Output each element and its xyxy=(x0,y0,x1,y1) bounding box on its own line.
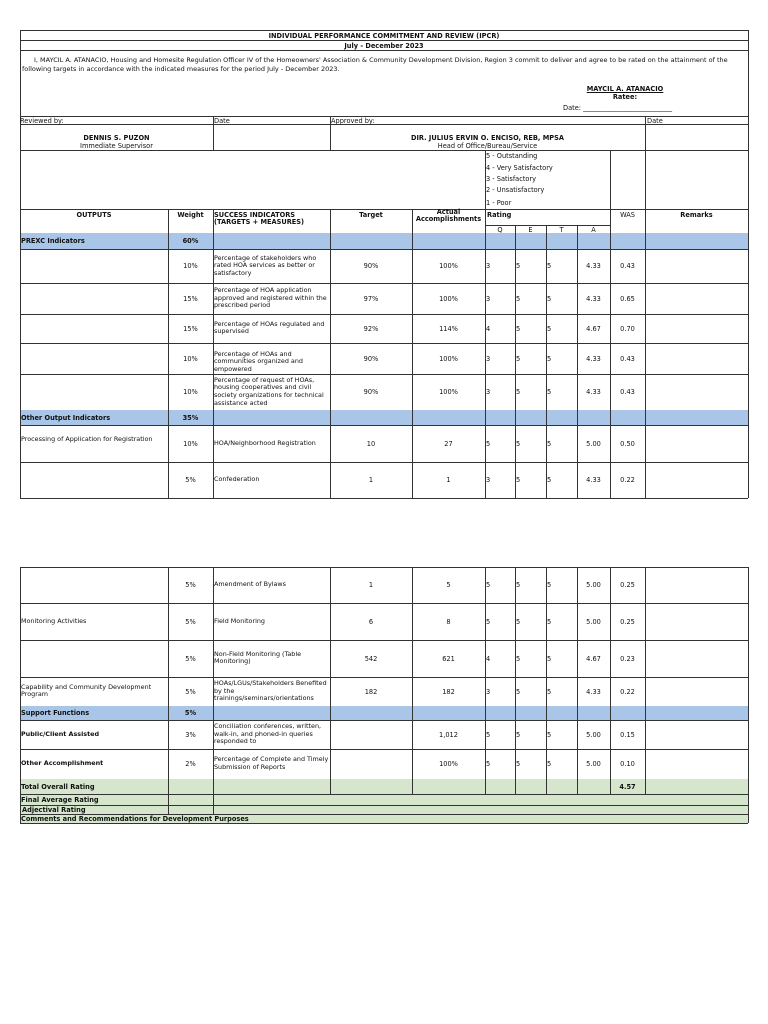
rating-q-cell: 5 xyxy=(486,581,491,589)
grid-line xyxy=(330,706,331,720)
grid-line xyxy=(20,462,748,463)
final-average-rating-label: Final Average Rating xyxy=(21,795,99,804)
rating-a-cell: 5.00 xyxy=(586,581,601,589)
date-label: Date xyxy=(647,116,663,125)
grid-line xyxy=(546,233,547,249)
rating-a-cell: 4.33 xyxy=(586,262,601,270)
rating-e-cell: 5 xyxy=(516,262,521,270)
grid-line xyxy=(645,779,646,794)
col-actual: Actual xyxy=(436,207,461,216)
was-cell: 0.25 xyxy=(620,581,635,589)
was-cell: 0.15 xyxy=(620,730,635,739)
success-indicator-cell: HOAs/LGUs/Stakeholders Benefited by the trainings/seminars/orientations xyxy=(214,679,327,703)
support-section-weight: 5% xyxy=(184,709,197,717)
weight-cell: 10% xyxy=(183,388,198,396)
rating-t-cell: 5 xyxy=(547,439,552,448)
grid-line xyxy=(645,462,646,498)
target-cell: 1 xyxy=(368,581,374,589)
was-cell: 0.25 xyxy=(620,617,635,626)
rating-q-cell: 5 xyxy=(486,617,491,626)
grid-line xyxy=(20,603,748,604)
success-indicator-cell: Percentage of HOAs and communities organized and empowered xyxy=(214,349,303,374)
weight-cell: 3% xyxy=(185,730,196,739)
grid-line xyxy=(412,779,413,794)
grid-line xyxy=(748,462,749,498)
rating-e-cell: 5 xyxy=(516,354,521,363)
target-cell: 1 xyxy=(368,476,374,484)
success-indicator-cell: Percentage of Complete and Timely Submission of Reports xyxy=(214,755,329,771)
rating-e-cell: 5 xyxy=(516,388,521,396)
success-indicator-cell: Percentage of stakeholders who rated HOA services as better or satisfactory xyxy=(214,253,317,277)
grid-line xyxy=(20,823,748,824)
success-indicator-cell: Percentage of HOAs regulated and supervised xyxy=(214,319,325,336)
rating-q-cell: 5 xyxy=(486,439,491,448)
rating-e-cell: 5 xyxy=(516,476,521,484)
grid-line xyxy=(330,720,331,749)
col-success: SUCCESS INDICATORS xyxy=(214,210,296,219)
actual-cell: 114% xyxy=(439,324,458,333)
rating-a-cell: 5.00 xyxy=(586,730,601,739)
grid-line xyxy=(515,706,516,720)
actual-cell: 100% xyxy=(439,294,458,303)
ratee-name: MAYCIL A. ATANACIO xyxy=(586,85,664,93)
grid-line xyxy=(645,425,646,462)
grid-line xyxy=(748,233,749,249)
form-title: INDIVIDUAL PERFORMANCE COMMITMENT AND REVIEW (IPCR) xyxy=(268,31,500,40)
support-section-label: Support Functions xyxy=(21,709,90,717)
grid-line xyxy=(485,779,486,794)
col-q: Q xyxy=(497,225,503,234)
grid-line xyxy=(485,410,486,425)
grid-line xyxy=(748,814,749,823)
rating-scale-item: 1 - Poor xyxy=(486,199,512,207)
actual-cell: 5 xyxy=(446,581,451,589)
was-cell: 0.43 xyxy=(620,262,635,270)
rating-t-cell: 5 xyxy=(547,760,552,768)
was-cell: 0.22 xyxy=(620,476,635,484)
col-target: Target xyxy=(359,210,383,219)
grid-line xyxy=(330,410,331,425)
grid-line xyxy=(748,749,749,779)
grid-line xyxy=(748,314,749,343)
grid-line xyxy=(330,779,331,794)
rating-t-cell: 5 xyxy=(547,730,552,739)
grid-line xyxy=(645,720,646,749)
prexc-section-label: PREXC Indicators xyxy=(21,237,85,245)
grid-line xyxy=(748,150,749,233)
grid-line xyxy=(213,410,214,425)
grid-line xyxy=(645,343,646,374)
rating-t-cell: 5 xyxy=(547,581,552,589)
actual-cell: 182 xyxy=(442,687,455,696)
form-period: July - December 2023 xyxy=(344,41,424,50)
rating-t-cell: 5 xyxy=(547,294,552,303)
grid-line xyxy=(748,249,749,283)
grid-line xyxy=(330,749,331,779)
grid-line xyxy=(645,374,646,410)
grid-line xyxy=(213,794,214,814)
success-indicator-cell: HOA/Neighborhood Registration xyxy=(214,438,316,447)
rating-a-cell: 4.67 xyxy=(586,324,601,333)
target-cell: 182 xyxy=(364,687,378,696)
grid-line xyxy=(412,410,413,425)
grid-line xyxy=(330,233,331,249)
rating-e-cell: 5 xyxy=(516,687,521,696)
grid-line xyxy=(20,425,748,426)
grid-line xyxy=(645,677,646,706)
col-outputs: OUTPUTS xyxy=(76,210,112,219)
grid-line xyxy=(748,283,749,314)
rating-scale-item: 3 - Satisfactory xyxy=(486,175,537,183)
success-indicator-cell: Confederation xyxy=(214,475,260,484)
rating-a-cell: 4.33 xyxy=(586,388,601,396)
weight-cell: 5% xyxy=(185,581,196,589)
weight-cell: 5% xyxy=(185,654,196,663)
rating-a-cell: 5.00 xyxy=(586,439,601,448)
rating-t-cell: 5 xyxy=(547,476,552,484)
grid-line xyxy=(645,640,646,677)
rating-t-cell: 5 xyxy=(547,354,552,363)
prexc-section-weight: 60% xyxy=(182,237,199,245)
weight-cell: 5% xyxy=(185,617,196,626)
grid-line xyxy=(20,343,21,374)
rating-t-cell: 5 xyxy=(547,617,552,626)
target-cell: 90% xyxy=(363,354,379,363)
ratee-label: Ratee: xyxy=(612,92,638,101)
rating-t-cell: 5 xyxy=(547,388,552,396)
rating-q-cell: 3 xyxy=(486,354,491,363)
grid-line xyxy=(20,498,748,499)
weight-cell: 5% xyxy=(185,687,196,696)
rating-t-cell: 5 xyxy=(547,324,552,333)
rating-a-cell: 4.33 xyxy=(586,354,601,363)
output-cell: Processing of Application for Registration xyxy=(21,434,153,443)
grid-line xyxy=(20,425,21,462)
grid-line xyxy=(20,462,21,498)
rating-t-cell: 5 xyxy=(547,654,552,663)
col-success: (TARGETS + MEASURES) xyxy=(214,217,305,226)
grid-line xyxy=(748,30,749,150)
grid-line xyxy=(20,640,748,641)
grid-line xyxy=(20,283,748,284)
rating-e-cell: 5 xyxy=(516,581,521,589)
was-cell: 0.65 xyxy=(620,294,635,303)
grid-line xyxy=(20,249,21,283)
was-cell: 0.22 xyxy=(620,687,635,696)
rating-e-cell: 5 xyxy=(516,294,521,303)
grid-line xyxy=(20,677,748,678)
total-overall-rating-value: 4.57 xyxy=(619,782,636,791)
grid-line xyxy=(20,343,748,344)
target-cell: 97% xyxy=(363,294,379,303)
grid-line xyxy=(20,567,748,568)
weight-cell: 10% xyxy=(183,354,198,363)
success-indicator-cell: Conciliation conferences, written, walk-in, and phoned-in queries responded to xyxy=(214,722,322,746)
grid-line xyxy=(546,706,547,720)
actual-cell: 100% xyxy=(439,760,458,768)
weight-cell: 15% xyxy=(183,324,198,333)
grid-line xyxy=(748,640,749,677)
grid-line xyxy=(515,233,516,249)
rating-a-cell: 4.33 xyxy=(586,687,601,696)
rating-q-cell: 4 xyxy=(486,324,491,333)
actual-cell: 100% xyxy=(439,354,458,363)
grid-line xyxy=(645,567,646,603)
grid-line xyxy=(748,567,749,603)
grid-line xyxy=(748,706,749,720)
rating-e-cell: 5 xyxy=(516,439,521,448)
rating-a-cell: 4.33 xyxy=(586,476,601,484)
other-output-section-label: Other Output Indicators xyxy=(21,413,111,422)
weight-cell: 2% xyxy=(185,760,196,768)
grid-line xyxy=(748,677,749,706)
col-e: E xyxy=(528,225,533,234)
rating-scale-item: 4 - Very Satisfactory xyxy=(486,163,553,172)
grid-line xyxy=(645,410,646,425)
grid-line xyxy=(577,410,578,425)
was-cell: 0.10 xyxy=(620,760,635,768)
grid-line xyxy=(748,794,749,814)
rating-q-cell: 3 xyxy=(486,388,491,396)
grid-line xyxy=(20,249,748,250)
rating-t-cell: 5 xyxy=(547,262,552,270)
grid-line xyxy=(610,410,611,425)
target-cell: 10 xyxy=(366,439,376,448)
rating-scale-item: 5 - Outstanding xyxy=(486,152,538,160)
success-indicator-cell: Field Monitoring xyxy=(214,616,265,625)
actual-cell: 8 xyxy=(446,617,451,626)
grid-line xyxy=(20,314,21,343)
grid-line xyxy=(546,779,547,794)
grid-line xyxy=(748,603,749,640)
actual-cell: 1,012 xyxy=(439,730,458,739)
other-output-section-weight: 35% xyxy=(182,413,199,422)
actual-cell: 621 xyxy=(442,654,455,663)
rating-q-cell: 5 xyxy=(486,730,491,739)
rating-a-cell: 5.00 xyxy=(586,760,601,768)
rating-q-cell: 5 xyxy=(486,760,491,768)
col-a: A xyxy=(591,225,596,234)
success-indicator-cell: Non-Field Monitoring (Table Monitoring) xyxy=(214,649,302,666)
rating-a-cell: 4.33 xyxy=(586,294,601,303)
adjectival-rating-label: Adjectival Rating xyxy=(22,805,86,814)
grid-line xyxy=(20,50,748,51)
target-cell: 542 xyxy=(364,654,378,663)
grid-line xyxy=(645,233,646,249)
weight-cell: 10% xyxy=(183,439,198,448)
rating-q-cell: 3 xyxy=(486,476,491,484)
grid-line xyxy=(485,706,486,720)
output-cell: Monitoring Activities xyxy=(21,616,87,625)
grid-line xyxy=(645,603,646,640)
grid-line xyxy=(515,779,516,794)
grid-line xyxy=(748,343,749,374)
rating-e-cell: 5 xyxy=(516,324,521,333)
output-cell: Other Accomplishment xyxy=(21,759,104,768)
success-indicator-cell: Percentage of request of HOAs, housing cooperatives and civil society organizations for technical assistance acted xyxy=(214,375,324,407)
col-was: WAS xyxy=(620,210,635,219)
col-t: T xyxy=(559,225,564,234)
rating-scale-item: 2 - Unsatisfactory xyxy=(486,186,545,194)
grid-line xyxy=(168,779,169,794)
was-cell: 0.23 xyxy=(620,654,635,663)
actual-cell: 1 xyxy=(446,476,451,484)
grid-line xyxy=(20,283,21,314)
grid-line xyxy=(515,410,516,425)
weight-cell: 10% xyxy=(183,262,198,270)
supervisor-title: Immediate Supervisor xyxy=(80,141,153,150)
grid-line xyxy=(20,749,748,750)
col-remarks: Remarks xyxy=(680,210,713,219)
comments-label: Comments and Recommendations for Development Purposes xyxy=(21,814,249,823)
grid-line xyxy=(610,706,611,720)
grid-line xyxy=(412,233,413,249)
grid-line xyxy=(168,794,169,814)
grid-line xyxy=(610,150,611,209)
grid-line xyxy=(577,706,578,720)
rating-e-cell: 5 xyxy=(516,654,521,663)
grid-line xyxy=(577,233,578,249)
rating-t-cell: 5 xyxy=(547,687,552,696)
grid-line xyxy=(645,706,646,720)
grid-line xyxy=(20,720,748,721)
success-indicator-cell: Percentage of HOA application approved and registered within the prescribed period xyxy=(214,286,327,310)
grid-line xyxy=(20,640,21,677)
col-actual: Accomplishments xyxy=(415,215,482,223)
head-of-office-title: Head of Office/Bureau/Service xyxy=(437,141,538,150)
grid-line xyxy=(20,567,21,603)
grid-line xyxy=(412,706,413,720)
grid-line xyxy=(213,233,214,249)
weight-cell: 5% xyxy=(185,476,196,484)
rating-q-cell: 3 xyxy=(486,294,491,303)
grid-line xyxy=(20,150,748,151)
commitment-statement: I, MAYCIL A. ATANACIO, Housing and Homesite Regulation Officer IV of the Homeowners' Association & Community Development Division, Region 3 commit to deliver and agree to be rated on the attainment of the following targets in accordance with the indicated measures for the period July - December 2023. xyxy=(22,56,728,73)
actual-cell: 100% xyxy=(439,262,458,270)
actual-cell: 100% xyxy=(439,388,458,396)
rating-e-cell: 5 xyxy=(516,617,521,626)
target-cell: 6 xyxy=(368,617,374,626)
actual-cell: 27 xyxy=(444,439,453,448)
grid-line xyxy=(577,779,578,794)
col-rating: Rating xyxy=(487,210,512,219)
was-cell: 0.70 xyxy=(620,324,635,333)
grid-line xyxy=(748,720,749,749)
weight-cell: 15% xyxy=(183,294,198,303)
was-cell: 0.50 xyxy=(620,439,635,448)
success-indicator-cell: Amendment of Bylaws xyxy=(214,580,286,589)
was-cell: 0.43 xyxy=(620,388,635,396)
rating-e-cell: 5 xyxy=(516,760,521,768)
col-weight: Weight xyxy=(177,210,204,219)
ratee-date: Date: ___________________________ xyxy=(563,104,673,112)
rating-a-cell: 5.00 xyxy=(586,617,601,626)
grid-line xyxy=(485,233,486,249)
date-label: Date xyxy=(214,116,230,125)
grid-line xyxy=(748,425,749,462)
grid-line xyxy=(748,779,749,794)
output-cell: Capability and Community Development Program xyxy=(21,682,152,699)
grid-line xyxy=(213,706,214,720)
grid-line xyxy=(546,410,547,425)
rating-a-cell: 4.67 xyxy=(586,654,601,663)
was-cell: 0.43 xyxy=(620,354,635,363)
grid-line xyxy=(645,314,646,343)
target-cell: 92% xyxy=(363,324,379,333)
grid-line xyxy=(20,150,21,233)
grid-line xyxy=(20,374,748,375)
grid-line xyxy=(213,779,214,794)
grid-line xyxy=(20,374,21,410)
grid-line xyxy=(610,233,611,249)
grid-line xyxy=(645,283,646,314)
rating-q-cell: 4 xyxy=(486,654,491,663)
grid-line xyxy=(645,249,646,283)
rating-q-cell: 3 xyxy=(486,262,491,270)
total-overall-rating-label: Total Overall Rating xyxy=(21,782,95,791)
supervisor-name: DENNIS S. PUZON xyxy=(83,134,150,142)
approved-by-label: Approved by: xyxy=(331,116,375,125)
grid-line xyxy=(748,374,749,410)
rating-q-cell: 3 xyxy=(486,687,491,696)
grid-line xyxy=(645,116,646,150)
head-of-office-name: DIR. JULIUS ERVIN O. ENCISO, REB, MPSA xyxy=(411,134,564,142)
grid-line xyxy=(645,749,646,779)
target-cell: 90% xyxy=(363,388,379,396)
output-cell: Public/Client Assisted xyxy=(21,729,100,738)
rating-e-cell: 5 xyxy=(516,730,521,739)
reviewed-by-label: Reviewed by: xyxy=(20,116,64,125)
grid-line xyxy=(748,410,749,425)
target-cell: 90% xyxy=(363,262,379,270)
grid-line xyxy=(20,314,748,315)
grid-line xyxy=(645,150,646,209)
